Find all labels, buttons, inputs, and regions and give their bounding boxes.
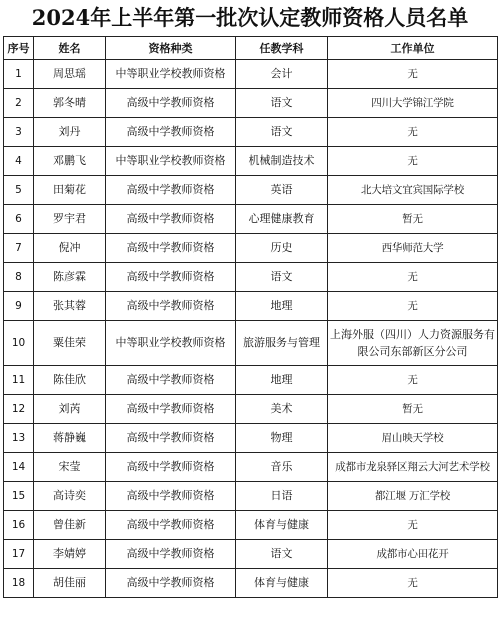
cell-type: 高级中学教师资格: [106, 118, 236, 147]
cell-unit: 无: [328, 292, 498, 321]
cell-subject: 物理: [236, 424, 328, 453]
cell-unit: 暂无: [328, 395, 498, 424]
cell-no: 14: [4, 453, 34, 482]
cell-unit: 北大培文宜宾国际学校: [328, 176, 498, 205]
cell-type: 中等职业学校教师资格: [106, 147, 236, 176]
cell-subject: 历史: [236, 234, 328, 263]
cell-subject: 语文: [236, 540, 328, 569]
cell-unit: 无: [328, 569, 498, 598]
cell-subject: 地理: [236, 366, 328, 395]
cell-no: 10: [4, 321, 34, 366]
cell-unit: 西华师范大学: [328, 234, 498, 263]
cell-unit: 成都市龙泉驿区翔云大河艺术学校: [328, 453, 498, 482]
cell-name: 郭冬晴: [34, 89, 106, 118]
cell-type: 高级中学教师资格: [106, 395, 236, 424]
cell-no: 3: [4, 118, 34, 147]
cell-subject: 语文: [236, 263, 328, 292]
cell-subject: 英语: [236, 176, 328, 205]
cell-name: 李婧婷: [34, 540, 106, 569]
cell-no: 1: [4, 60, 34, 89]
table-row: [4, 366, 498, 395]
cell-name: 高诗奕: [34, 482, 106, 511]
document-title: 2024年上半年第一批次认定教师资格人员名单: [31, 5, 469, 30]
cell-name: 田菊花: [34, 176, 106, 205]
cell-name: 倪冲: [34, 234, 106, 263]
cell-no: 15: [4, 482, 34, 511]
cell-name: 邓鹏飞: [34, 147, 106, 176]
table-row: [4, 482, 498, 511]
table-row: [4, 540, 498, 569]
header-type: 资格种类: [106, 37, 236, 60]
cell-no: 7: [4, 234, 34, 263]
cell-subject: 旅游服务与管理: [236, 321, 328, 366]
cell-name: 刘芮: [34, 395, 106, 424]
cell-name: 宋莹: [34, 453, 106, 482]
teacher-list-table: [3, 36, 498, 598]
cell-no: 4: [4, 147, 34, 176]
cell-unit: 无: [328, 60, 498, 89]
cell-no: 6: [4, 205, 34, 234]
cell-no: 13: [4, 424, 34, 453]
cell-type: 高级中学教师资格: [106, 176, 236, 205]
table-row: [4, 89, 498, 118]
header-name: 姓名: [34, 37, 106, 60]
cell-unit: 无: [328, 118, 498, 147]
cell-no: 12: [4, 395, 34, 424]
cell-subject: 体育与健康: [236, 569, 328, 598]
cell-subject: 体育与健康: [236, 511, 328, 540]
table-row: [4, 60, 498, 89]
table-row: [4, 395, 498, 424]
cell-name: 陈佳欣: [34, 366, 106, 395]
cell-subject: 语文: [236, 118, 328, 147]
cell-type: 高级中学教师资格: [106, 292, 236, 321]
cell-name: 周思瑶: [34, 60, 106, 89]
cell-type: 高级中学教师资格: [106, 263, 236, 292]
table-row: [4, 234, 498, 263]
cell-type: 高级中学教师资格: [106, 205, 236, 234]
cell-name: 刘丹: [34, 118, 106, 147]
cell-type: 高级中学教师资格: [106, 89, 236, 118]
cell-name: 陈彦霖: [34, 263, 106, 292]
cell-type: 高级中学教师资格: [106, 366, 236, 395]
cell-type: 高级中学教师资格: [106, 540, 236, 569]
cell-subject: 语文: [236, 89, 328, 118]
cell-no: 17: [4, 540, 34, 569]
table-row: [4, 147, 498, 176]
cell-type: 高级中学教师资格: [106, 424, 236, 453]
cell-no: 2: [4, 89, 34, 118]
cell-unit: 都江堰 万汇学校: [328, 482, 498, 511]
cell-subject: 美术: [236, 395, 328, 424]
cell-unit: 成都市心田花开: [328, 540, 498, 569]
cell-unit: 四川大学锦江学院: [328, 89, 498, 118]
cell-subject: 地理: [236, 292, 328, 321]
table-row: [4, 424, 498, 453]
cell-unit: 无: [328, 366, 498, 395]
cell-type: 高级中学教师资格: [106, 234, 236, 263]
cell-subject: 会计: [236, 60, 328, 89]
cell-no: 5: [4, 176, 34, 205]
table-row: [4, 263, 498, 292]
cell-type: 高级中学教师资格: [106, 511, 236, 540]
cell-name: 曾佳新: [34, 511, 106, 540]
cell-no: 8: [4, 263, 34, 292]
table-row: [4, 292, 498, 321]
header-no: 序号: [4, 37, 34, 60]
cell-unit: 上海外服（四川）人力资源服务有限公司东部新区分公司: [328, 321, 498, 366]
cell-type: 中等职业学校教师资格: [106, 321, 236, 366]
header-unit: 工作单位: [328, 37, 498, 60]
table-header-row: [4, 37, 498, 60]
cell-subject: 机械制造技术: [236, 147, 328, 176]
table-row: [4, 569, 498, 598]
cell-no: 9: [4, 292, 34, 321]
table-row: [4, 511, 498, 540]
cell-subject: 日语: [236, 482, 328, 511]
cell-no: 11: [4, 366, 34, 395]
header-subject: 任教学科: [236, 37, 328, 60]
table-row: [4, 321, 498, 366]
cell-type: 高级中学教师资格: [106, 453, 236, 482]
table-row: [4, 453, 498, 482]
cell-name: 粟佳荣: [34, 321, 106, 366]
cell-type: 中等职业学校教师资格: [106, 60, 236, 89]
cell-unit: 无: [328, 147, 498, 176]
table-row: [4, 176, 498, 205]
cell-name: 罗宇君: [34, 205, 106, 234]
cell-subject: 音乐: [236, 453, 328, 482]
cell-name: 蒋静巍: [34, 424, 106, 453]
cell-no: 18: [4, 569, 34, 598]
cell-subject: 心理健康教育: [236, 205, 328, 234]
cell-no: 16: [4, 511, 34, 540]
table-row: [4, 118, 498, 147]
cell-unit: 无: [328, 263, 498, 292]
cell-name: 胡佳丽: [34, 569, 106, 598]
cell-type: 高级中学教师资格: [106, 569, 236, 598]
cell-unit: 无: [328, 511, 498, 540]
cell-type: 高级中学教师资格: [106, 482, 236, 511]
cell-unit: 暂无: [328, 205, 498, 234]
table-row: [4, 205, 498, 234]
cell-unit: 眉山映天学校: [328, 424, 498, 453]
cell-name: 张其蓉: [34, 292, 106, 321]
